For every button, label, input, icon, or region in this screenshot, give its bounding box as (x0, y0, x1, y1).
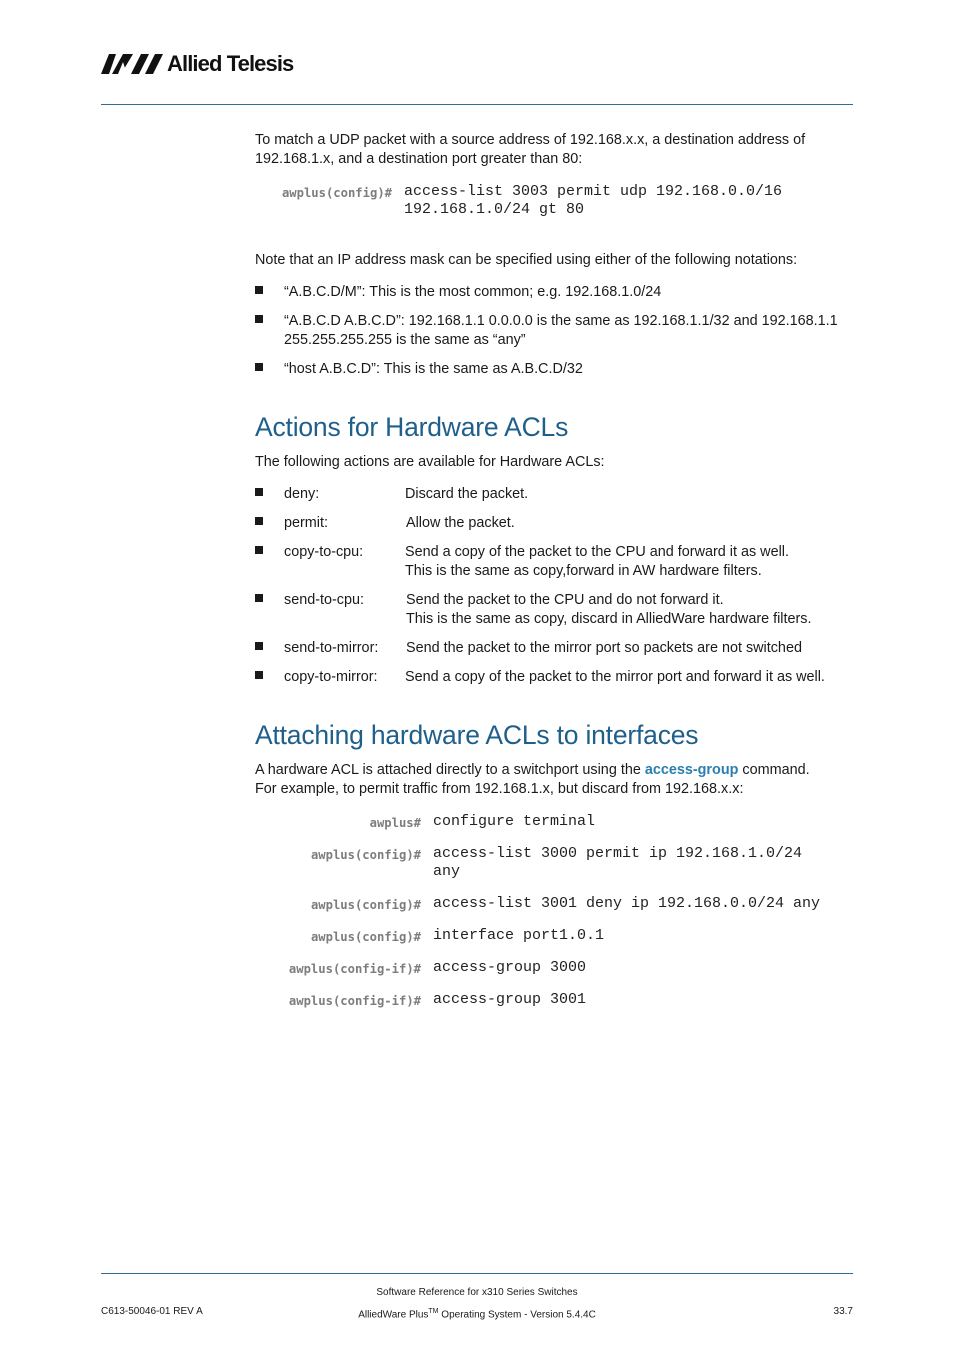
list-item (255, 312, 855, 350)
code-prompt: awplus# (369, 816, 421, 830)
section-heading-attaching: Attaching hardware ACLs to interfaces (255, 720, 699, 750)
action-term: deny: (284, 486, 320, 502)
attaching-paragraph (255, 761, 855, 799)
header-rule (101, 104, 853, 105)
bullet-square-icon (255, 594, 263, 602)
code-row (255, 813, 595, 832)
footer-os-suffix: Operating System - Version 5.4.4C (438, 1309, 596, 1321)
code-row (255, 845, 802, 881)
action-description-line: This is the same as copy,forward in AW hardware filters. (405, 563, 762, 579)
code-prompt: awplus(config)# (310, 898, 421, 912)
action-term: send-to-mirror: (284, 640, 379, 656)
code-command: access-group 3001 (433, 991, 587, 1008)
list-item-text: “host A.B.C.D”: This is the same as A.B.C.D/32 (284, 361, 583, 377)
action-item-send-to-mirror (255, 639, 855, 658)
bullet-square-icon (255, 488, 263, 496)
code-command: interface port1.0.1 (433, 927, 605, 944)
action-term: send-to-cpu: (284, 592, 364, 608)
footer-page-number: 33.7 (833, 1306, 853, 1317)
bullet-square-icon (255, 546, 263, 554)
code-prompt: awplus(config)# (281, 186, 392, 200)
code-command: access-list 3001 deny ip 192.168.0.0/24 any (433, 895, 821, 912)
action-item-permit (255, 514, 855, 533)
code-prompt: awplus(config)# (310, 848, 421, 862)
action-item-copy-to-cpu (255, 543, 855, 581)
action-description: Discard the packet. (405, 486, 529, 502)
allied-telesis-logo (101, 52, 293, 76)
action-item-deny (255, 485, 855, 504)
list-item (255, 360, 855, 379)
action-term: copy-to-cpu: (284, 544, 364, 560)
action-description: Send a copy of the packet to the mirror port and forward it as well. (405, 669, 825, 685)
footer-os-prefix: AlliedWare Plus (358, 1309, 429, 1321)
action-description-line: Send a copy of the packet to the CPU and forward it as well. (405, 544, 789, 560)
list-item (255, 283, 855, 302)
action-description: Send the packet to the mirror port so packets are not switched (406, 640, 802, 656)
list-item-text: “A.B.C.D A.B.C.D”: 192.168.1.1 0.0.0.0 is the same as 192.168.1.1/32 and 192.168.1.1 255.255.255.255 is the same as “any” (284, 313, 838, 348)
footer-doc-id: C613-50046-01 REV A (101, 1306, 203, 1317)
section-heading-actions: Actions for Hardware ACLs (255, 412, 569, 442)
footer-trademark: TM (428, 1308, 439, 1315)
code-command-cont: any (433, 863, 461, 880)
logo-text: Allied Telesis (167, 51, 294, 76)
bullet-square-icon (255, 671, 263, 679)
action-term: permit: (284, 515, 328, 531)
bullet-square-icon (255, 363, 263, 371)
bullet-square-icon (255, 286, 263, 294)
code-row (255, 895, 820, 914)
code-prompt: awplus(config-if)# (288, 994, 421, 1008)
attaching-text: A hardware ACL is attached directly to a switchport using the (255, 762, 645, 778)
bullet-square-icon (255, 315, 263, 323)
code-command-cont: 192.168.1.0/24 gt 80 (404, 201, 585, 218)
action-term: copy-to-mirror: (284, 669, 378, 685)
logo-mark-icon (101, 54, 163, 74)
code-prompt: awplus(config)# (310, 930, 421, 944)
action-description (406, 591, 866, 629)
action-item-copy-to-mirror (255, 668, 855, 687)
attaching-text-line2: For example, to permit traffic from 192.168.1.x, but discard from 192.168.x.x: (255, 781, 744, 797)
code-row (255, 927, 604, 946)
bullet-square-icon (255, 517, 263, 525)
code-command: access-list 3000 permit ip 192.168.1.0/24 (433, 845, 803, 862)
code-row (255, 959, 586, 978)
actions-intro: The following actions are available for Hardware ACLs: (255, 454, 605, 470)
action-item-send-to-cpu (255, 591, 855, 629)
code-command: access-group 3000 (433, 959, 587, 976)
action-description: Allow the packet. (406, 515, 515, 531)
intro-paragraph: To match a UDP packet with a source address of 192.168.x.x, a destination address of 192.168.1.x, and a destination port greater than 80: (255, 132, 806, 167)
action-description-line: This is the same as copy, discard in AlliedWare hardware filters. (406, 611, 812, 627)
list-item-text: “A.B.C.D/M”: This is the most common; e.g. 192.168.1.0/24 (284, 284, 662, 300)
code-row (255, 991, 586, 1010)
code-row-udp (255, 183, 782, 219)
footer-title: Software Reference for x310 Series Switches (376, 1287, 578, 1298)
code-prompt: awplus(config-if)# (288, 962, 421, 976)
footer-rule (101, 1273, 853, 1274)
action-description-line: Send the packet to the CPU and do not forward it. (406, 592, 724, 608)
action-description (405, 543, 865, 581)
access-group-link[interactable]: access-group (644, 762, 739, 778)
attaching-text: command. (738, 762, 810, 778)
bullet-square-icon (255, 642, 263, 650)
mask-note-paragraph: Note that an IP address mask can be specified using either of the following notations: (255, 252, 798, 268)
code-command: configure terminal (433, 813, 596, 830)
code-command: access-list 3003 permit udp 192.168.0.0/16 (404, 183, 783, 200)
